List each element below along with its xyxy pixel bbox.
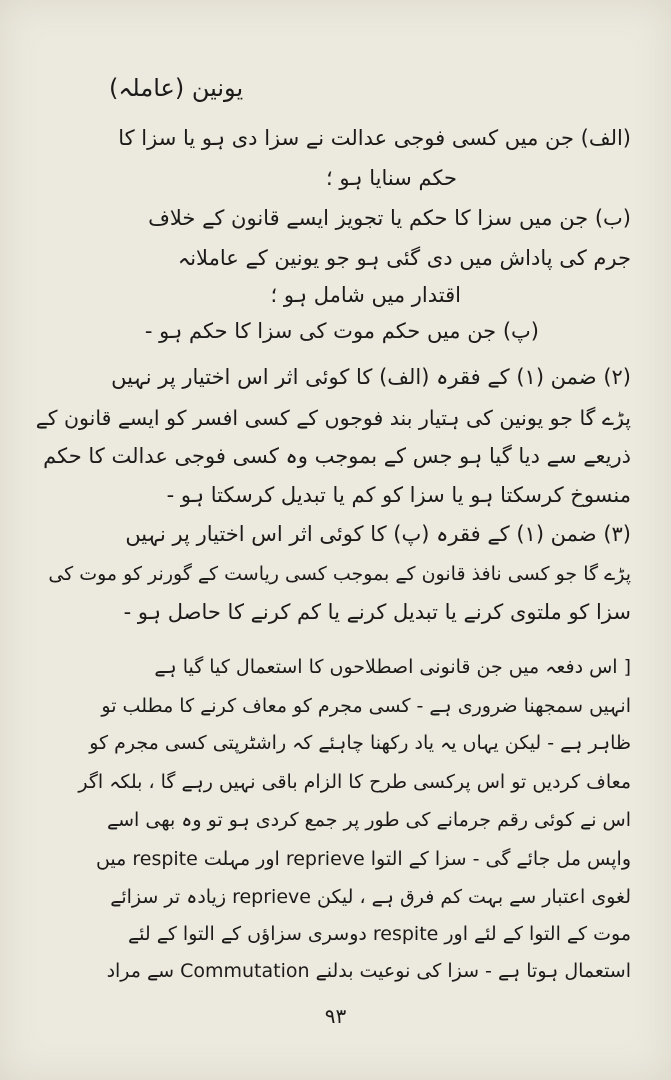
note-line-7: لغوی اعتبار سے بہت کم فرق ہے ، لیکن reprieve زیادہ تر سزائے	[110, 886, 631, 908]
page-number: ۹۳	[324, 1004, 347, 1028]
para-2-line-1: (۲) ضمن (۱) کے فقرہ (الف) کا کوئی اثر اس اختیار پر نہیں	[111, 365, 631, 389]
clause-bay-line-2: جرم کی پاداش میں دی گئی ہو جو یونین کے عاملانہ	[177, 246, 631, 270]
para-2-line-3: ذریعے سے دیا گیا ہو جس کے بموجب وہ کسی فوجی عدالت کا حکم	[43, 444, 631, 468]
note-line-3: ظاہر ہے - لیکن یہاں یہ یاد رکھنا چاہئے کہ راشٹرپتی کسی مجرم کو	[89, 732, 631, 754]
para-3-line-1: (۳) ضمن (۱) کے فقرہ (پ) کا کوئی اثر اس اختیار پر نہیں	[125, 522, 631, 546]
page-header: یونین (عاملہ)	[109, 74, 244, 102]
clause-bay-line-3: اقتدار میں شامل ہو ؛	[270, 283, 461, 307]
para-2-line-2: پڑے گا جو یونین کی ہتیار بند فوجوں کے کسی افسر کو ایسے قانون کے	[35, 406, 631, 430]
note-line-4: معاف کردیں تو اس پرکسی طرح کا الزام باقی نہیں رہے گا ، بلکہ اگر	[78, 771, 631, 793]
para-2-line-4: منسوخ کرسکتا ہو یا سزا کو کم یا تبدیل کرسکتا ہو -	[166, 483, 631, 507]
note-line-2: انہیں سمجھنا ضروری ہے - کسی مجرم کو معاف کرنے کا مطلب تو	[101, 695, 631, 717]
note-line-8: موت کے التوا کے لئے اور respite دوسری سزاؤں کے التوا کے لئے	[128, 923, 631, 945]
para-3-line-3: سزا کو ملتوی کرنے یا تبدیل کرنے یا کم کرنے کا حاصل ہو -	[123, 600, 631, 624]
clause-alif-line-1: (الف) جن میں کسی فوجی عدالت نے سزا دی ہو یا سزا کا	[118, 126, 631, 150]
para-3-line-2: پڑے گا جو کسی نافذ قانون کے بموجب کسی ریاست کے گورنر کو موت کی	[48, 563, 631, 585]
note-line-6: واپس مل جائے گی - سزا کے التوا reprieve اور مہلت respite میں	[95, 848, 631, 870]
clause-bay-line-1: (ب) جن میں سزا کا حکم یا تجویز ایسے قانون کے خلاف	[148, 206, 631, 230]
clause-pay-line-1: (پ) جن میں حکم موت کی سزا کا حکم ہو -	[144, 319, 539, 343]
clause-alif-line-2: حکم سنایا ہو ؛	[326, 166, 457, 190]
note-line-1: [ اس دفعہ میں جن قانونی اصطلاحوں کا استعمال کیا گیا ہے	[154, 656, 631, 678]
note-line-9: استعمال ہوتا ہے - سزا کی نوعیت بدلنے Commutation سے مراد	[106, 960, 631, 982]
note-line-5: اس نے کوئی رقم جرمانے کی طور پر جمع کردی ہو تو وہ بھی اسے	[107, 809, 631, 831]
